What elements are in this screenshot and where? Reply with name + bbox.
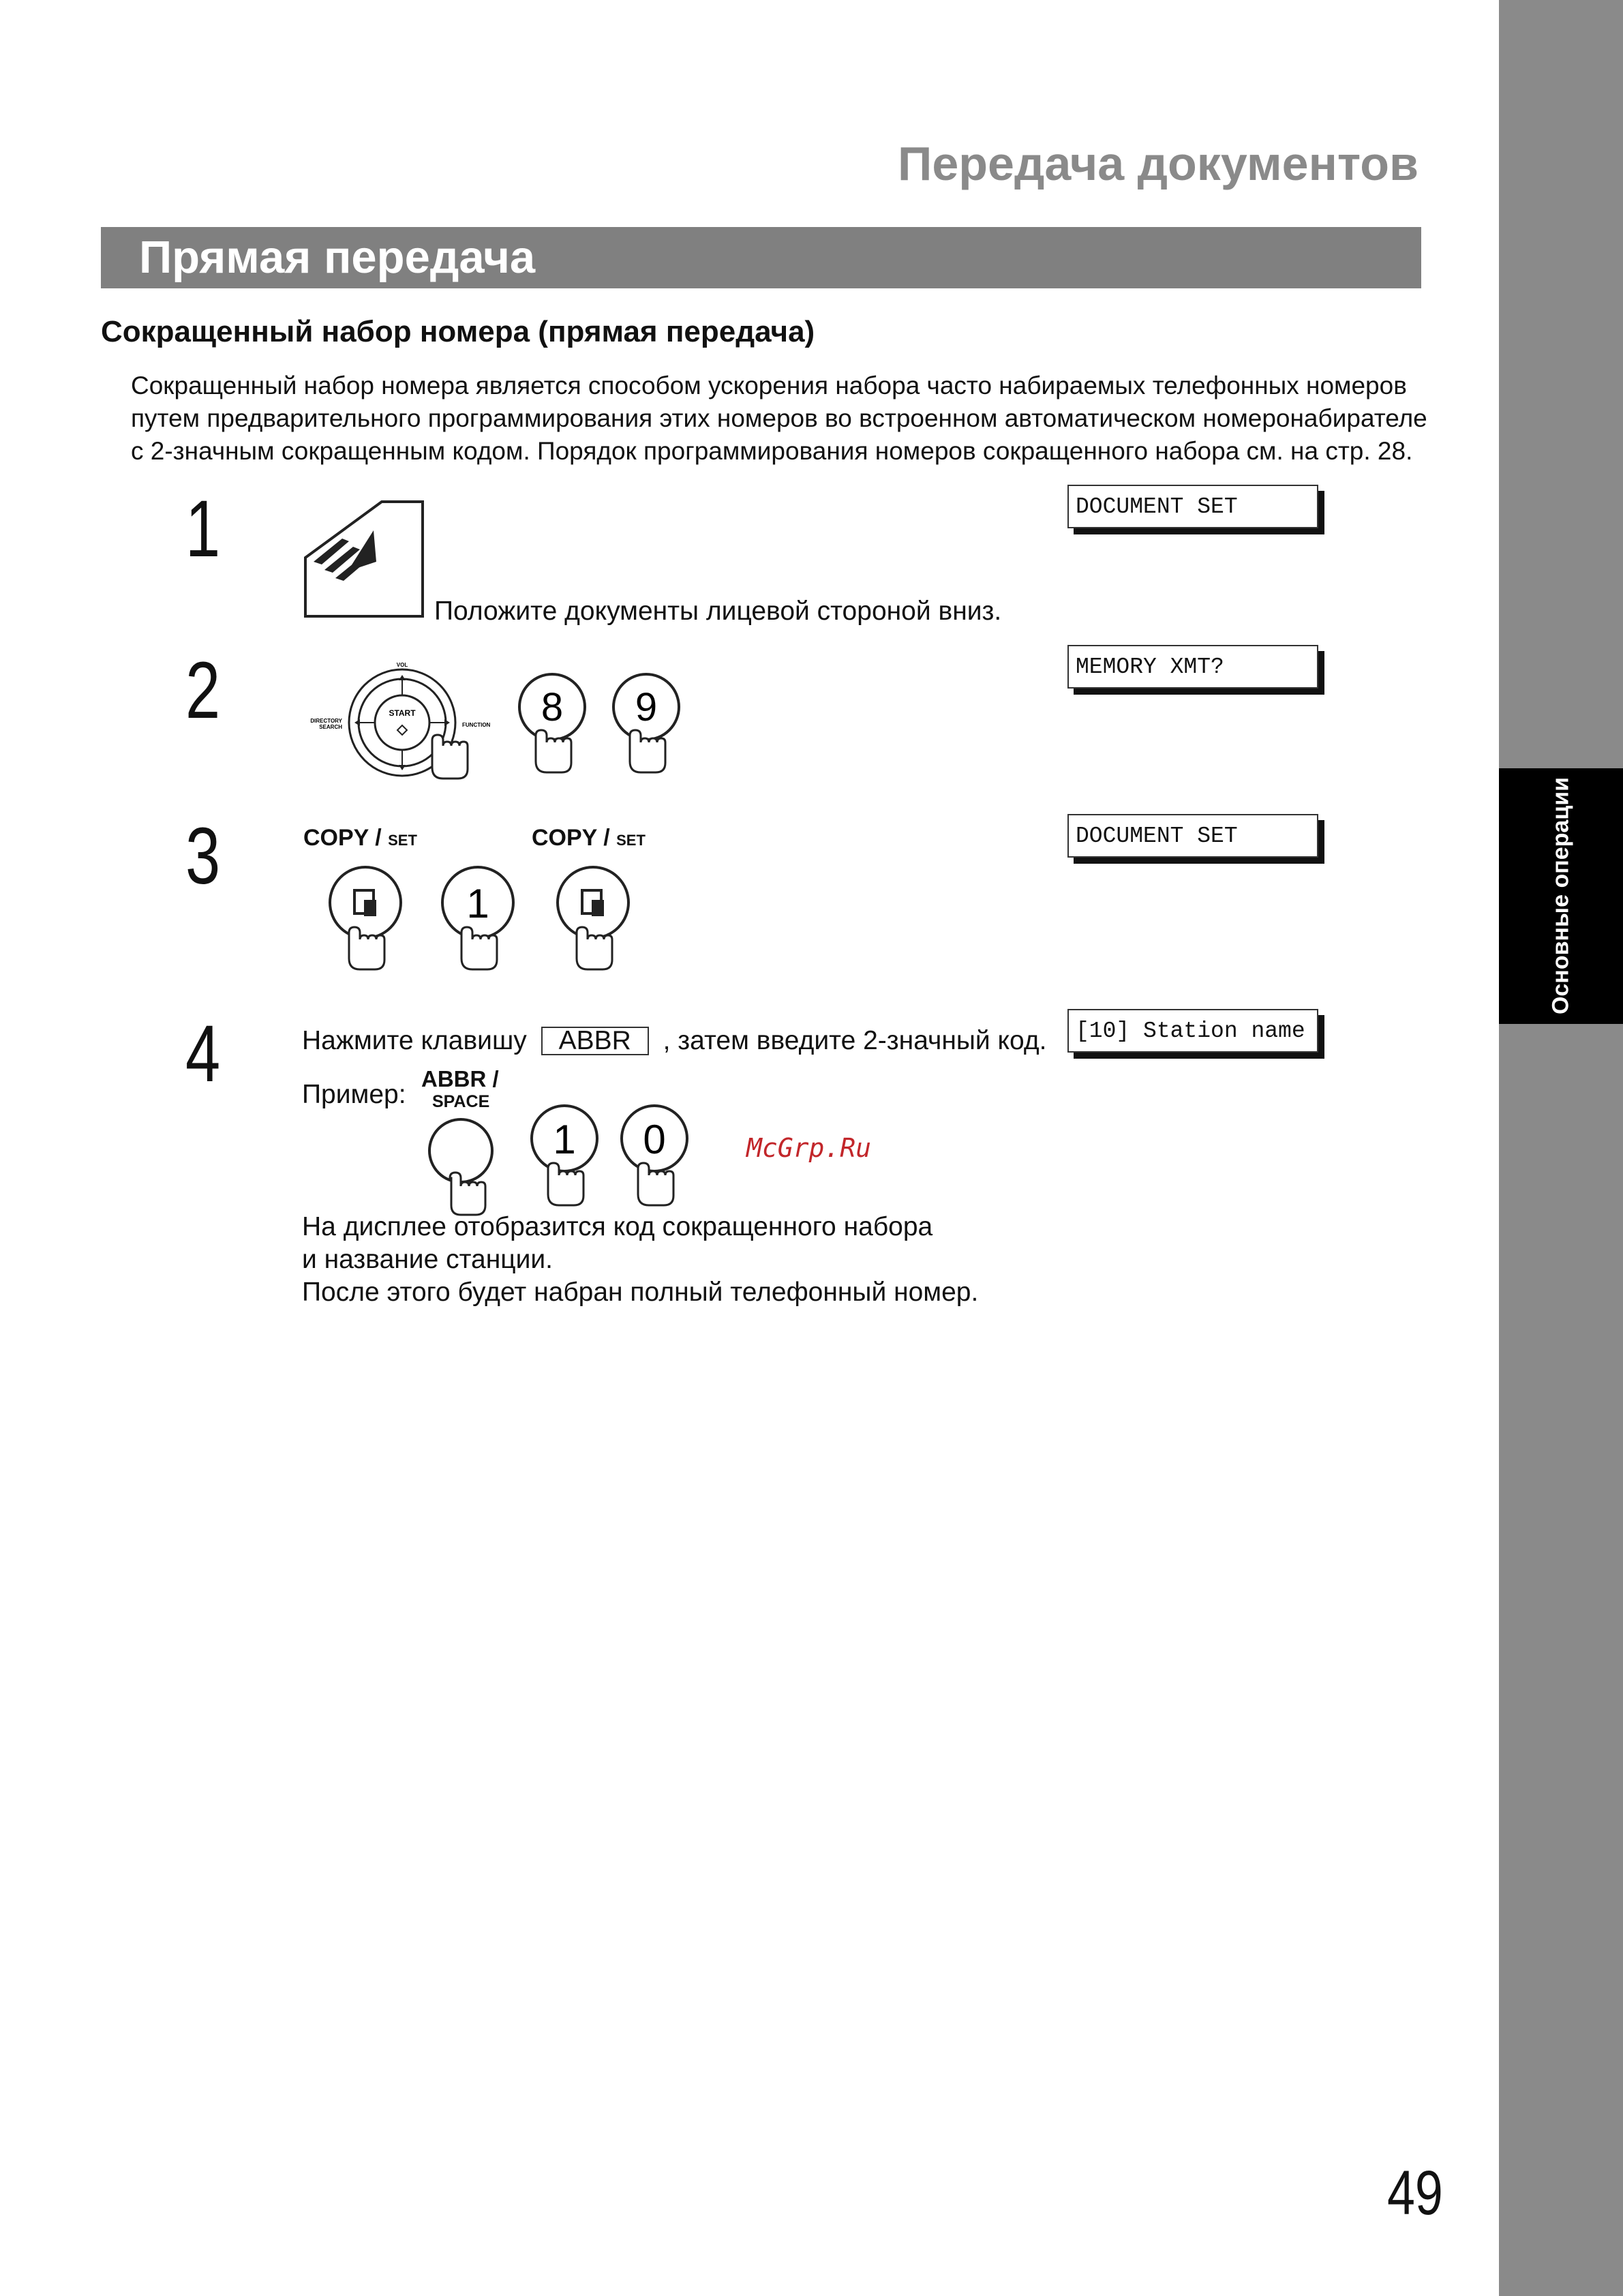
key-1[interactable] [525,1103,607,1219]
step4-note: и название станции. [302,1245,553,1274]
step-number: 2 [185,646,221,736]
key-9[interactable] [607,671,688,781]
function-label: FUNCTION [462,722,491,728]
key-label: 0 [643,1117,666,1162]
watermark-text: McGrp.Ru [746,1133,872,1163]
copy-set-key[interactable] [553,864,635,980]
vol-label: VOL [396,662,408,668]
page-title: Прямая передача [139,232,536,283]
key-label: 9 [635,685,658,729]
key-8[interactable] [513,671,594,781]
page-number: 49 [1387,2158,1443,2228]
intro-paragraph [131,369,1426,468]
step4-instruction: Нажмите клавишу ABBR , затем введите 2-значный код. [302,1026,1047,1055]
title-band [101,227,1421,288]
document-feed-icon [300,496,426,619]
lcd-display: [10] Station name [1067,1009,1318,1053]
key-0[interactable] [615,1103,697,1219]
intro-line: путем предварительного программирования этих номеров во встроенном автоматическом номеронабирателе [131,404,1427,432]
intro-line: с 2-значным сокращенным кодом. Порядок программирования номеров сокращенного набора см. на стр. 28. [131,437,1413,465]
key-label: 8 [541,685,564,729]
space-key-label: SPACE [432,1092,490,1111]
copy-set-label: COPY / SET [303,825,417,851]
intro-line: Сокращенный набор номера является способом ускорения набора часто набираемых телефонных номеров [131,372,1407,399]
step1-instruction: Положите документы лицевой стороной вниз. [434,596,1002,626]
example-label: Пример: [302,1080,406,1109]
lcd-display: DOCUMENT SET [1067,485,1318,528]
search-label: SEARCH [319,724,342,730]
subheading: Сокращенный набор номера (прямая передача) [101,315,815,348]
side-tab-label: Основные операции [1547,776,1574,1015]
key-1[interactable] [438,864,520,980]
copy-set-label: COPY / SET [532,825,646,851]
start-label: START [389,708,416,718]
lcd-display: DOCUMENT SET [1067,814,1318,858]
step-number: 4 [185,1009,221,1099]
key-label: 1 [553,1117,576,1162]
copy-set-key[interactable] [326,864,408,980]
lcd-display: MEMORY XMT? [1067,645,1318,689]
abbr-key-inline: ABBR [541,1027,649,1055]
step-number: 1 [185,484,221,574]
step-number: 3 [185,811,221,901]
section-title: Передача документов [898,137,1419,190]
step4-note: После этого будет набран полный телефонный номер. [302,1278,979,1307]
side-tab [1499,768,1623,1024]
directory-label: DIRECTORY [310,718,342,724]
abbr-space-key[interactable] [428,1115,510,1224]
key-label: 1 [466,881,489,926]
side-bar [1499,0,1623,2296]
step4-note: На дисплее отобразится код сокращенного набора [302,1212,933,1241]
control-panel-illustration [300,660,504,789]
abbr-key-label: ABBR / [421,1066,499,1091]
